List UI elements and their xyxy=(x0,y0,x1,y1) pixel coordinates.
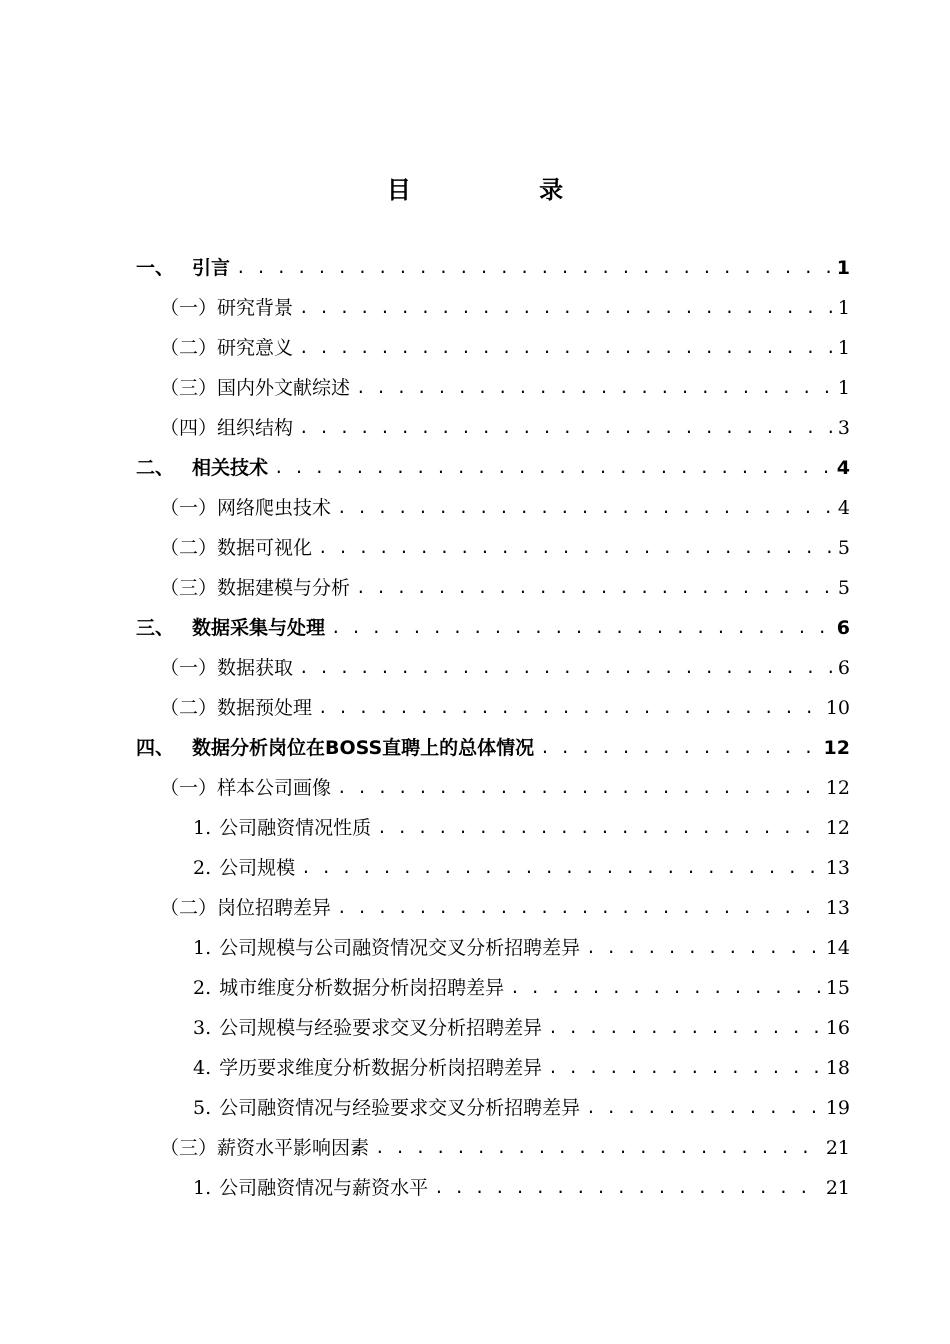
toc-entry-page: 6 xyxy=(836,617,850,639)
toc-entry-section[interactable] xyxy=(160,888,850,928)
toc-entry-label: 公司规模与经验要求交叉分析招聘差异 xyxy=(219,1017,543,1039)
toc-entry-page: 6 xyxy=(837,657,850,679)
toc-entry-page: 12 xyxy=(823,737,850,759)
dot-leader xyxy=(434,1168,820,1208)
dot-leader xyxy=(331,608,831,648)
toc-entry-number: （三） xyxy=(160,1137,218,1159)
toc-entry-number: （一） xyxy=(160,297,218,319)
dot-leader xyxy=(299,408,832,448)
toc-entry-page: 1 xyxy=(836,257,850,279)
toc-entry-subsection[interactable] xyxy=(193,1008,850,1048)
toc-entry-page: 19 xyxy=(825,1097,850,1119)
toc-entry-number: 一、 xyxy=(136,257,175,279)
dot-leader xyxy=(318,688,820,728)
dot-leader xyxy=(548,1048,820,1088)
toc-entry-number: （三） xyxy=(160,377,218,399)
toc-entry-section[interactable] xyxy=(160,1128,850,1168)
toc-entry-label: 公司融资情况与薪资水平 xyxy=(219,1177,429,1199)
toc-entry-page: 12 xyxy=(825,817,850,839)
toc-entry-page: 18 xyxy=(825,1057,850,1079)
toc-entry-label: 公司融资情况与经验要求交叉分析招聘差异 xyxy=(219,1097,581,1119)
toc-entry-page: 10 xyxy=(825,697,850,719)
dot-leader xyxy=(299,328,832,368)
toc-entry-number: （一） xyxy=(160,497,218,519)
toc-entry-page: 1 xyxy=(837,377,850,399)
toc-entry-number: 1. xyxy=(193,817,212,839)
toc-entry-subsection[interactable] xyxy=(193,928,850,968)
toc-entry-label: 样本公司画像 xyxy=(217,777,332,799)
toc-entry-page: 16 xyxy=(825,1017,850,1039)
toc-entry-label: 岗位招聘差异 xyxy=(217,897,332,919)
toc-entry-label: 数据建模与分析 xyxy=(217,577,351,599)
toc-entry-label: 学历要求维度分析数据分析岗招聘差异 xyxy=(219,1057,543,1079)
toc-entry-label: 薪资水平影响因素 xyxy=(217,1137,370,1159)
toc-entry-section[interactable] xyxy=(160,648,850,688)
toc-entry-page: 13 xyxy=(825,897,850,919)
toc-entry-subsection[interactable] xyxy=(193,968,850,1008)
toc-entry-page: 1 xyxy=(837,297,850,319)
dot-leader xyxy=(548,1008,820,1048)
toc-entry-number: 三、 xyxy=(136,617,175,639)
toc-entry-subsection[interactable] xyxy=(193,1088,850,1128)
dot-leader xyxy=(274,448,831,488)
dot-leader xyxy=(586,928,820,968)
toc-entry-number: （四） xyxy=(160,417,218,439)
toc-entry-page: 12 xyxy=(825,777,850,799)
toc-entry-number: 2. xyxy=(193,977,212,999)
toc-entry-page: 4 xyxy=(837,497,850,519)
toc-entry-chapter[interactable] xyxy=(136,248,850,288)
dot-leader xyxy=(318,528,832,568)
toc-entry-chapter[interactable] xyxy=(136,608,850,648)
toc-entry-label: 相关技术 xyxy=(192,457,269,479)
toc-entry-page: 5 xyxy=(837,577,850,599)
dot-leader xyxy=(299,648,832,688)
toc-entry-section[interactable] xyxy=(160,688,850,728)
toc-entry-page: 3 xyxy=(837,417,850,439)
toc-entry-label: 公司规模 xyxy=(219,857,296,879)
dot-leader xyxy=(377,808,820,848)
toc-entry-label: 网络爬虫技术 xyxy=(217,497,332,519)
toc-entry-number: （三） xyxy=(160,577,218,599)
toc-entry-number: （二） xyxy=(160,697,218,719)
toc-entry-number: （一） xyxy=(160,777,218,799)
toc-entry-label: 城市维度分析数据分析岗招聘差异 xyxy=(219,977,505,999)
dot-leader xyxy=(356,368,832,408)
toc-entry-label: 数据预处理 xyxy=(217,697,313,719)
dot-leader xyxy=(299,288,832,328)
toc-entry-subsection[interactable] xyxy=(193,1048,850,1088)
dot-leader xyxy=(337,488,832,528)
dot-leader xyxy=(337,888,820,928)
toc-entry-label: 研究背景 xyxy=(217,297,294,319)
toc-entry-number: （二） xyxy=(160,897,218,919)
toc-entry-label: 研究意义 xyxy=(217,337,294,359)
toc-entry-page: 13 xyxy=(825,857,850,879)
toc-title: 目 录 xyxy=(386,176,624,204)
dot-leader xyxy=(375,1128,820,1168)
toc-entry-number: （二） xyxy=(160,537,218,559)
dot-leader xyxy=(540,728,817,768)
toc-entry-number: 二、 xyxy=(136,457,175,479)
toc-entry-chapter[interactable] xyxy=(136,448,850,488)
toc-entry-number: 四、 xyxy=(136,737,175,759)
toc-entry-number: 2. xyxy=(193,857,212,879)
toc-entry-number: 1. xyxy=(193,937,212,959)
toc-entry-section[interactable] xyxy=(160,768,850,808)
toc-entry-label: 组织结构 xyxy=(217,417,294,439)
toc-entry-number: 4. xyxy=(193,1057,212,1079)
toc-entry-section[interactable] xyxy=(160,288,850,328)
toc-entry-label: 公司规模与公司融资情况交叉分析招聘差异 xyxy=(219,937,581,959)
toc-entry-number: 3. xyxy=(193,1017,212,1039)
toc-entry-label: 数据分析岗位在BOSS直聘上的总体情况 xyxy=(192,737,535,759)
toc-entry-page: 1 xyxy=(837,337,850,359)
toc-entry-section[interactable] xyxy=(160,568,850,608)
toc-entry-section[interactable] xyxy=(160,368,850,408)
toc-entry-label: 数据获取 xyxy=(217,657,294,679)
dot-leader xyxy=(301,848,820,888)
toc-entry-label: 数据采集与处理 xyxy=(192,617,326,639)
dot-leader xyxy=(337,768,820,808)
toc-entry-page: 15 xyxy=(825,977,850,999)
toc-entry-number: 5. xyxy=(193,1097,212,1119)
toc-entry-section[interactable] xyxy=(160,328,850,368)
toc-entry-section[interactable] xyxy=(160,528,850,568)
toc-entry-number: （一） xyxy=(160,657,218,679)
dot-leader xyxy=(236,248,831,288)
toc-entry-section[interactable] xyxy=(160,488,850,528)
toc-entry-label: 公司融资情况性质 xyxy=(219,817,372,839)
toc-entry-page: 14 xyxy=(825,937,850,959)
toc-entry-subsection[interactable] xyxy=(193,848,850,888)
toc-entry-number: 1. xyxy=(193,1177,212,1199)
dot-leader xyxy=(586,1088,820,1128)
toc-entry-page: 21 xyxy=(825,1137,850,1159)
toc-entry-subsection[interactable] xyxy=(193,808,850,848)
toc-entry-page: 5 xyxy=(837,537,850,559)
toc-entry-number: （二） xyxy=(160,337,218,359)
toc-entry-label: 国内外文献综述 xyxy=(217,377,351,399)
toc-entry-page: 21 xyxy=(825,1177,850,1199)
toc-entry-subsection[interactable] xyxy=(193,1168,850,1208)
toc-entry-label: 引言 xyxy=(192,257,231,279)
toc-entry-page: 4 xyxy=(836,457,850,479)
dot-leader xyxy=(356,568,832,608)
toc-entry-chapter[interactable] xyxy=(136,728,850,768)
toc-entry-section[interactable] xyxy=(160,408,850,448)
toc-entry-label: 数据可视化 xyxy=(217,537,313,559)
dot-leader xyxy=(510,968,820,1008)
